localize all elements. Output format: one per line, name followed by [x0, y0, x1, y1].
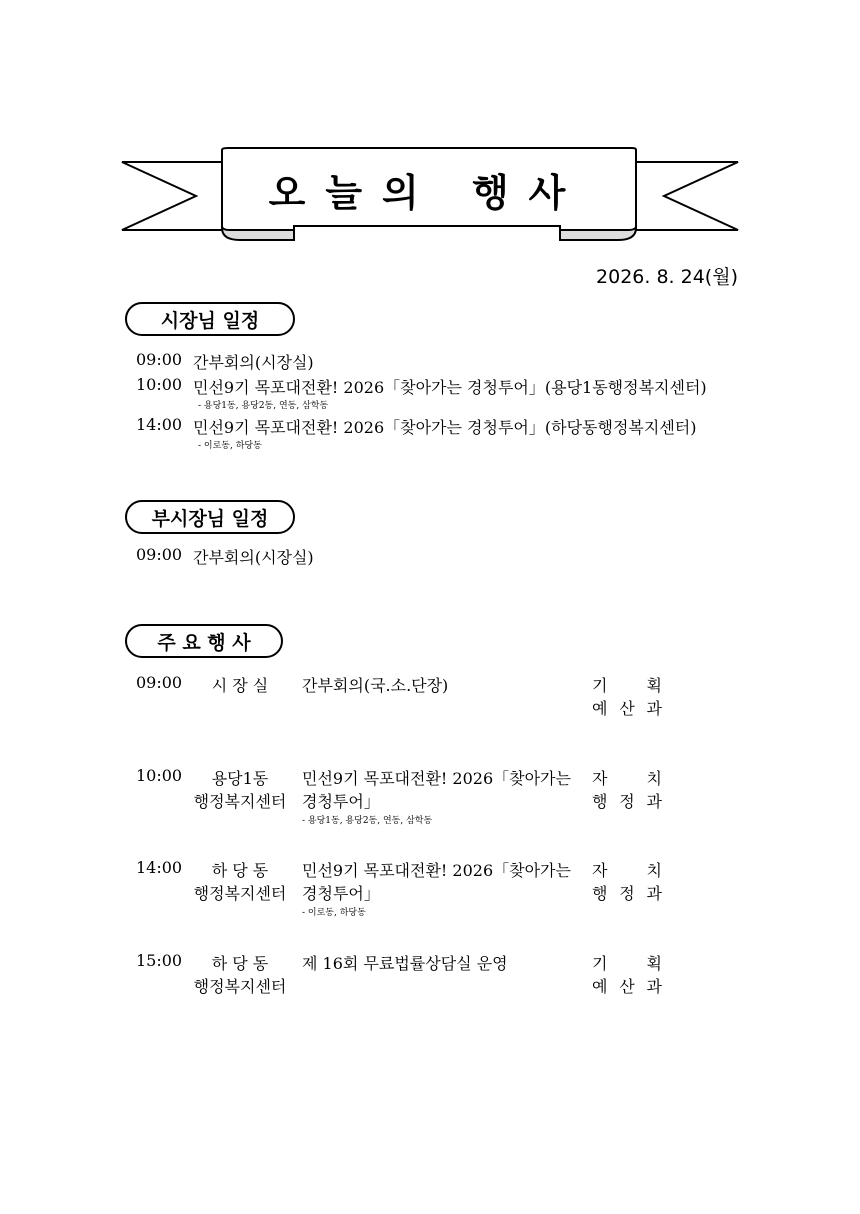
event-place: 하 당 동: [211, 954, 269, 973]
event-place: 시 장 실: [211, 676, 269, 695]
item-time: 09:00: [136, 545, 183, 564]
event-dept-line2: 행 정 과: [592, 792, 662, 811]
event-description: 민선9기 목포대전환! 2026「찾아가는: [302, 861, 571, 880]
event-description: 민선9기 목포대전환! 2026「찾아가는: [302, 769, 571, 788]
mayor-schedule-heading: 시장님 일정: [125, 302, 295, 336]
event-note: - 용당1동, 용당2동, 연동, 삼학동: [302, 816, 433, 826]
event-dept-line1: 기 획: [592, 954, 662, 973]
event-description: 제 16회 무료법률상담실 운영: [302, 954, 508, 973]
event-place: 하 당 동: [211, 861, 269, 880]
event-place-line2: 행정복지센터: [193, 977, 287, 996]
item-text: 민선9기 목포대전환! 2026「찾아가는 경청투어」(하당동행정복지센터): [193, 418, 697, 437]
event-place: 용당1동: [211, 769, 269, 788]
event-description: 간부회의(국.소.단장): [302, 676, 449, 695]
main-events-heading: 주 요 행 사: [125, 624, 283, 658]
item-text: 간부회의(시장실): [193, 548, 314, 567]
title-banner: [0, 0, 860, 260]
item-note: - 용당1동, 용당2동, 연동, 삼학동: [198, 401, 329, 411]
item-time: 14:00: [136, 415, 183, 434]
item-note: - 이로동, 하당동: [198, 441, 262, 451]
item-text: 민선9기 목포대전환! 2026「찾아가는 경청투어」(용당1동행정복지센터): [193, 378, 707, 397]
event-time: 09:00: [136, 673, 183, 692]
event-description-line2: 경청투어」: [302, 792, 380, 811]
ribbon-graphic: [0, 0, 860, 260]
event-dept-line2: 예 산 과: [592, 699, 662, 718]
event-dept-line2: 예 산 과: [592, 977, 662, 996]
item-text: 간부회의(시장실): [193, 353, 314, 372]
event-note: - 이로동, 하당동: [302, 908, 366, 918]
page-title: 오늘의 행사: [268, 170, 586, 215]
vice-mayor-schedule-heading: 부시장님 일정: [125, 500, 295, 534]
event-dept-line2: 행 정 과: [592, 884, 662, 903]
event-time: 15:00: [136, 951, 183, 970]
event-description-line2: 경청투어」: [302, 884, 380, 903]
event-dept-line1: 자 치: [592, 769, 662, 788]
event-dept-line1: 자 치: [592, 861, 662, 880]
event-dept-line1: 기 획: [592, 676, 662, 695]
item-time: 09:00: [136, 350, 183, 369]
item-time: 10:00: [136, 375, 183, 394]
event-place-line2: 행정복지센터: [193, 884, 287, 903]
event-time: 14:00: [136, 858, 183, 877]
event-time: 10:00: [136, 766, 183, 785]
event-place-line2: 행정복지센터: [193, 792, 287, 811]
date-label: 2026. 8. 24(월): [596, 266, 738, 288]
